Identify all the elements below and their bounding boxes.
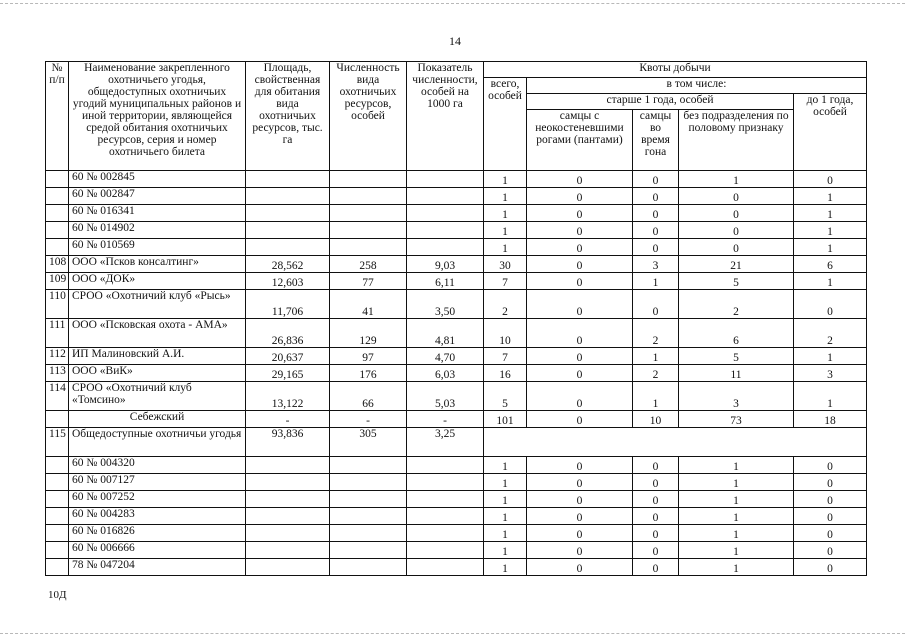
cell-area — [246, 171, 330, 188]
cell-count: - — [330, 411, 407, 428]
cell-count — [330, 188, 407, 205]
cell-name: ООО «Псков консалтинг» — [69, 256, 246, 273]
table-row — [46, 319, 867, 348]
cell-rut: 1 — [633, 348, 679, 365]
cell-nosex: 5 — [679, 273, 794, 290]
cell-total: 1 — [484, 508, 527, 525]
cell-young: 0 — [794, 525, 867, 542]
cell-nosex: 73 — [679, 411, 794, 428]
cell-total: 30 — [484, 256, 527, 273]
cell-nosex: 1 — [679, 171, 794, 188]
cell-area: - — [246, 411, 330, 428]
cell-rut: 2 — [633, 319, 679, 348]
cell-density: 4,70 — [407, 348, 484, 365]
cell-name: ООО «ДОК» — [69, 273, 246, 290]
cell-area — [246, 525, 330, 542]
table-row — [46, 542, 867, 559]
cell-velvet: 0 — [527, 319, 633, 348]
cell-name: 60 № 007127 — [69, 474, 246, 491]
cell-nosex: 1 — [679, 491, 794, 508]
header-no-sex: без подразделения по половому признаку — [679, 110, 794, 171]
cell-density — [407, 222, 484, 239]
cell-count — [330, 474, 407, 491]
cell-num — [46, 542, 69, 559]
cell-num — [46, 491, 69, 508]
cell-count — [330, 542, 407, 559]
cell-num: 113 — [46, 365, 69, 382]
table-row — [46, 508, 867, 525]
cell-rut: 0 — [633, 222, 679, 239]
cell-density — [407, 508, 484, 525]
cell-total: 1 — [484, 559, 527, 576]
cell-name: 60 № 004283 — [69, 508, 246, 525]
cell-young: 0 — [794, 559, 867, 576]
cell-num — [46, 239, 69, 256]
cell-total: 1 — [484, 474, 527, 491]
cell-total: 2 — [484, 290, 527, 319]
table-row — [46, 491, 867, 508]
cell-density — [407, 542, 484, 559]
cell-velvet: 0 — [527, 525, 633, 542]
cell-area: 20,637 — [246, 348, 330, 365]
cell-nosex: 6 — [679, 319, 794, 348]
cell-total: 1 — [484, 239, 527, 256]
header-density: Показатель численности, особей на 1000 га — [407, 62, 484, 171]
cell-rut: 2 — [633, 365, 679, 382]
cell-rut: 0 — [633, 542, 679, 559]
cell-num: 108 — [46, 256, 69, 273]
cell-num: 110 — [46, 290, 69, 319]
table-row — [46, 428, 867, 457]
cell-count: 129 — [330, 319, 407, 348]
cell-velvet: 0 — [527, 542, 633, 559]
table-row — [46, 365, 867, 382]
cell-density — [407, 239, 484, 256]
cell-name: ООО «ВиК» — [69, 365, 246, 382]
cell-total: 5 — [484, 382, 527, 411]
cell-density — [407, 559, 484, 576]
cell-velvet: 0 — [527, 239, 633, 256]
cell-name: 60 № 002845 — [69, 171, 246, 188]
header-name: Наименование закрепленного охотничьего угодья, общедоступных охотничьих угодий муниципальных районов и иной территории, являющейся средой обитания охотничьих ресурсов, серия и номер охотничьего билета — [69, 62, 246, 171]
cell-count — [330, 491, 407, 508]
cell-nosex: 0 — [679, 222, 794, 239]
cell-velvet: 0 — [527, 491, 633, 508]
cell-count: 97 — [330, 348, 407, 365]
cell-area: 29,165 — [246, 365, 330, 382]
cell-area: 12,603 — [246, 273, 330, 290]
cell-rut: 1 — [633, 273, 679, 290]
cell-young: 6 — [794, 256, 867, 273]
cell-area — [246, 222, 330, 239]
cell-young: 3 — [794, 365, 867, 382]
cell-rut: 0 — [633, 188, 679, 205]
header-including: в том числе: — [527, 78, 867, 94]
cell-total: 7 — [484, 273, 527, 290]
table-row — [46, 411, 867, 428]
cell-velvet: 0 — [527, 382, 633, 411]
cell-density: 4,81 — [407, 319, 484, 348]
cell-young: 1 — [794, 239, 867, 256]
cell-nosex: 1 — [679, 559, 794, 576]
header-count: Численность вида охотничьих ресурсов, особей — [330, 62, 407, 171]
table-row — [46, 290, 867, 319]
cell-total: 1 — [484, 491, 527, 508]
cell-nosex: 1 — [679, 542, 794, 559]
cell-density — [407, 525, 484, 542]
cell-area — [246, 457, 330, 474]
cell-count: 305 — [330, 428, 407, 457]
cell-num — [46, 411, 69, 428]
table-row — [46, 382, 867, 411]
cell-density — [407, 188, 484, 205]
cell-young: 0 — [794, 171, 867, 188]
cell-count: 41 — [330, 290, 407, 319]
cell-young: 1 — [794, 348, 867, 365]
cell-velvet: 0 — [527, 273, 633, 290]
cell-total: 16 — [484, 365, 527, 382]
header-num: № п/п — [46, 62, 69, 171]
cell-area — [246, 188, 330, 205]
cell-area — [246, 205, 330, 222]
cell-total: 1 — [484, 188, 527, 205]
cell-rut: 0 — [633, 205, 679, 222]
cell-nosex: 3 — [679, 382, 794, 411]
cell-velvet: 0 — [527, 348, 633, 365]
cell-count — [330, 559, 407, 576]
cell-num — [46, 525, 69, 542]
cell-young — [794, 428, 867, 457]
cell-num — [46, 171, 69, 188]
cell-total: 1 — [484, 205, 527, 222]
cell-velvet: 0 — [527, 256, 633, 273]
cell-density: - — [407, 411, 484, 428]
cell-area — [246, 542, 330, 559]
cell-young: 0 — [794, 474, 867, 491]
cell-density — [407, 171, 484, 188]
cell-num — [46, 474, 69, 491]
cell-young: 0 — [794, 542, 867, 559]
cell-nosex: 2 — [679, 290, 794, 319]
table-row — [46, 188, 867, 205]
cell-velvet: 0 — [527, 411, 633, 428]
cell-count — [330, 457, 407, 474]
cell-young: 1 — [794, 188, 867, 205]
cell-velvet: 0 — [527, 474, 633, 491]
cell-density: 9,03 — [407, 256, 484, 273]
table-row — [46, 256, 867, 273]
table-row — [46, 273, 867, 290]
cell-young: 1 — [794, 222, 867, 239]
cell-count — [330, 508, 407, 525]
cell-name: 60 № 016341 — [69, 205, 246, 222]
cell-nosex: 1 — [679, 457, 794, 474]
cell-young: 1 — [794, 382, 867, 411]
cell-density: 6,11 — [407, 273, 484, 290]
header-males-rut: самцы во время гона — [633, 110, 679, 171]
cell-density — [407, 205, 484, 222]
cell-name: Себежский — [69, 411, 246, 428]
header-quotas: Квоты добычи — [484, 62, 867, 78]
cell-density: 5,03 — [407, 382, 484, 411]
cell-rut: 0 — [633, 457, 679, 474]
cell-num — [46, 559, 69, 576]
cell-young: 1 — [794, 273, 867, 290]
cell-num — [46, 457, 69, 474]
header-area: Площадь, свойственная для обитания вида охотничьих ресурсов, тыс. га — [246, 62, 330, 171]
cell-num: 111 — [46, 319, 69, 348]
table-row — [46, 457, 867, 474]
cell-velvet: 0 — [527, 205, 633, 222]
cell-velvet: 0 — [527, 222, 633, 239]
cell-name: 60 № 014902 — [69, 222, 246, 239]
cell-velvet: 0 — [527, 365, 633, 382]
cell-name: ИП Малиновский А.И. — [69, 348, 246, 365]
cell-velvet: 0 — [527, 508, 633, 525]
cell-velvet: 0 — [527, 290, 633, 319]
cell-area: 28,562 — [246, 256, 330, 273]
cell-nosex: 0 — [679, 188, 794, 205]
cell-count — [330, 525, 407, 542]
cell-rut: 0 — [633, 525, 679, 542]
cell-name: 60 № 007252 — [69, 491, 246, 508]
header-males-velvet: самцы с неокостеневшими рогами (пантами) — [527, 110, 633, 171]
cell-young: 2 — [794, 319, 867, 348]
cell-num — [46, 508, 69, 525]
cell-young: 1 — [794, 205, 867, 222]
cell-num: 109 — [46, 273, 69, 290]
cell-total: 10 — [484, 319, 527, 348]
cell-count — [330, 171, 407, 188]
page-number: 14 — [449, 34, 461, 48]
cell-total: 1 — [484, 171, 527, 188]
cell-total: 1 — [484, 542, 527, 559]
cell-nosex: 11 — [679, 365, 794, 382]
cell-name: СРОО «Охотничий клуб «Рысь» — [69, 290, 246, 319]
cell-area: 26,836 — [246, 319, 330, 348]
cell-nosex: 0 — [679, 239, 794, 256]
cell-nosex — [679, 428, 794, 457]
scan-edge-top — [0, 3, 905, 4]
cell-velvet: 0 — [527, 171, 633, 188]
cell-area — [246, 559, 330, 576]
table-row — [46, 474, 867, 491]
cell-rut: 0 — [633, 171, 679, 188]
table-body — [46, 171, 867, 576]
cell-density — [407, 491, 484, 508]
cell-total: 101 — [484, 411, 527, 428]
table-row — [46, 559, 867, 576]
cell-name: 60 № 016826 — [69, 525, 246, 542]
cell-num: 112 — [46, 348, 69, 365]
cell-density — [407, 457, 484, 474]
cell-nosex: 1 — [679, 508, 794, 525]
cell-young: 18 — [794, 411, 867, 428]
cell-velvet: 0 — [527, 559, 633, 576]
cell-num: 115 — [46, 428, 69, 457]
cell-total: 7 — [484, 348, 527, 365]
cell-rut: 10 — [633, 411, 679, 428]
cell-rut: 0 — [633, 239, 679, 256]
cell-area: 11,706 — [246, 290, 330, 319]
table-row — [46, 205, 867, 222]
cell-count: 66 — [330, 382, 407, 411]
cell-area — [246, 508, 330, 525]
table-row — [46, 239, 867, 256]
cell-velvet: 0 — [527, 188, 633, 205]
cell-total: 1 — [484, 222, 527, 239]
cell-name: 60 № 002847 — [69, 188, 246, 205]
cell-rut: 3 — [633, 256, 679, 273]
cell-nosex: 5 — [679, 348, 794, 365]
cell-count — [330, 239, 407, 256]
cell-young: 0 — [794, 508, 867, 525]
cell-name: СРОО «Охотничий клуб «Томсино» — [69, 382, 246, 411]
header-total: всего, особей — [484, 78, 527, 171]
quota-table — [45, 61, 867, 576]
cell-area — [246, 491, 330, 508]
cell-density: 6,03 — [407, 365, 484, 382]
cell-name: 78 № 047204 — [69, 559, 246, 576]
cell-density: 3,25 — [407, 428, 484, 457]
header-older: старше 1 года, особей — [527, 94, 794, 110]
cell-name: 60 № 004320 — [69, 457, 246, 474]
table-row — [46, 525, 867, 542]
cell-num: 114 — [46, 382, 69, 411]
cell-num — [46, 188, 69, 205]
cell-name: 60 № 006666 — [69, 542, 246, 559]
cell-density — [407, 474, 484, 491]
cell-area: 93,836 — [246, 428, 330, 457]
cell-rut: 0 — [633, 508, 679, 525]
cell-nosex: 0 — [679, 205, 794, 222]
cell-nosex: 1 — [679, 474, 794, 491]
cell-rut: 0 — [633, 559, 679, 576]
cell-area — [246, 239, 330, 256]
cell-young: 0 — [794, 491, 867, 508]
cell-area — [246, 474, 330, 491]
header-young: до 1 года, особей — [794, 94, 867, 171]
cell-count — [330, 222, 407, 239]
cell-velvet: 0 — [527, 457, 633, 474]
cell-density: 3,50 — [407, 290, 484, 319]
cell-name: Общедоступные охотничьи угодья — [69, 428, 246, 457]
cell-count: 176 — [330, 365, 407, 382]
cell-rut: 0 — [633, 290, 679, 319]
cell-name: ООО «Псковская охота - АМА» — [69, 319, 246, 348]
cell-rut: 0 — [633, 474, 679, 491]
cell-count: 77 — [330, 273, 407, 290]
cell-count — [330, 205, 407, 222]
cell-rut — [633, 428, 679, 457]
cell-velvet — [527, 428, 633, 457]
scan-edge-bottom — [0, 633, 905, 634]
table-row — [46, 222, 867, 239]
cell-count: 258 — [330, 256, 407, 273]
cell-young: 0 — [794, 290, 867, 319]
table-row — [46, 171, 867, 188]
cell-area: 13,122 — [246, 382, 330, 411]
cell-num — [46, 222, 69, 239]
cell-nosex: 21 — [679, 256, 794, 273]
cell-total: 1 — [484, 525, 527, 542]
cell-total — [484, 428, 527, 457]
cell-rut: 0 — [633, 491, 679, 508]
cell-total: 1 — [484, 457, 527, 474]
table-row — [46, 348, 867, 365]
cell-young: 0 — [794, 457, 867, 474]
footer-code: 10Д — [48, 589, 67, 601]
cell-nosex: 1 — [679, 525, 794, 542]
cell-name: 60 № 010569 — [69, 239, 246, 256]
cell-rut: 1 — [633, 382, 679, 411]
cell-num — [46, 205, 69, 222]
